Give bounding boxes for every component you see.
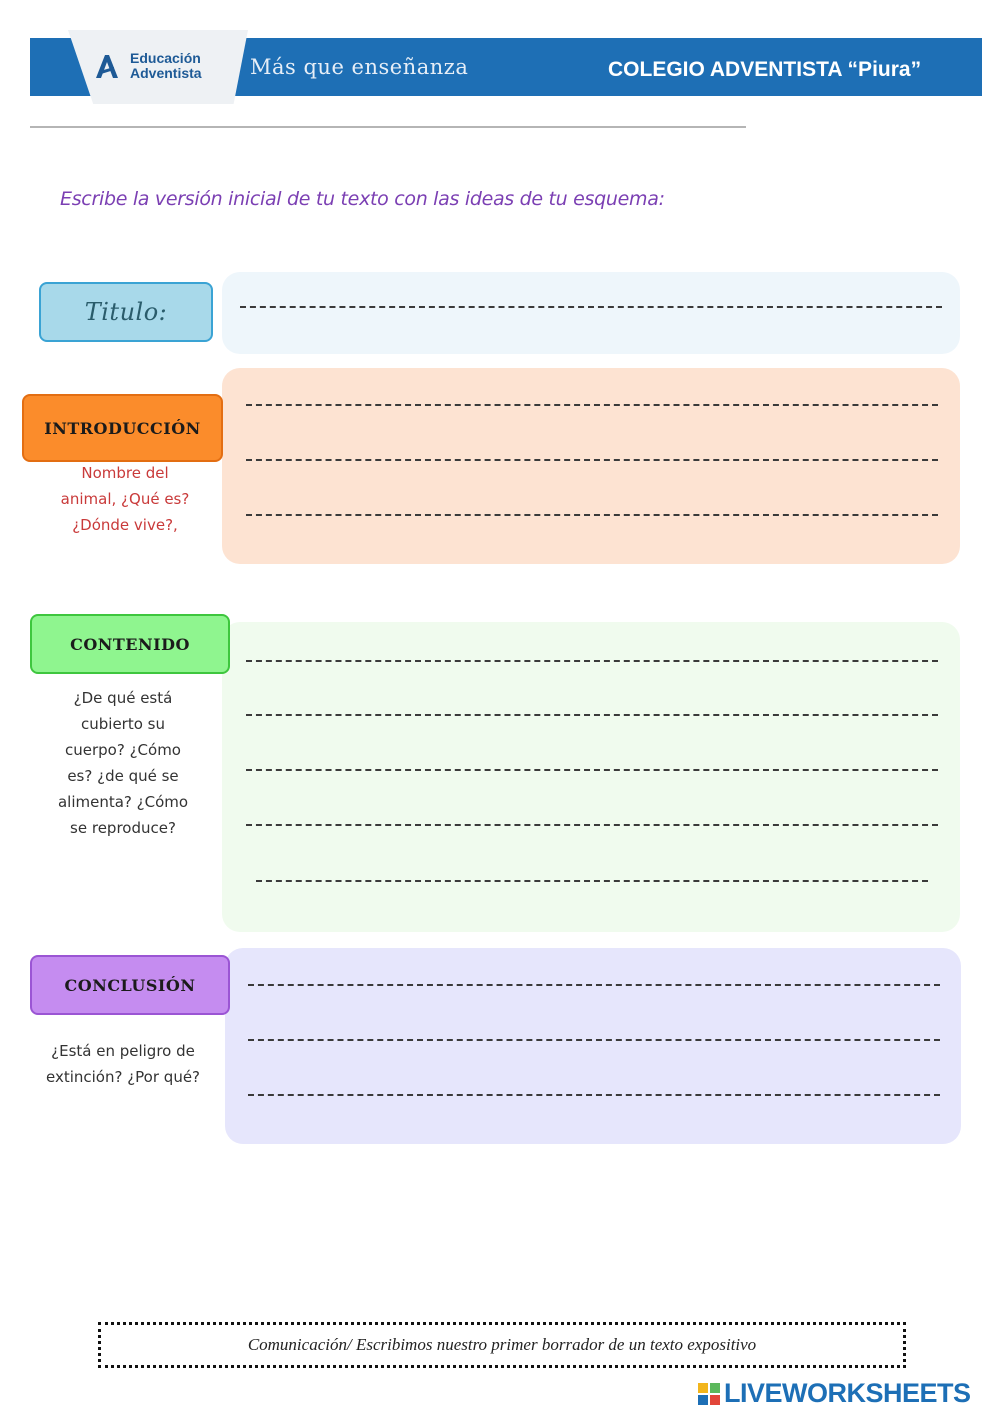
logo-line-2: Adventista xyxy=(130,65,202,81)
title-label: Titulo: xyxy=(39,282,213,342)
intro-hint xyxy=(40,460,210,538)
hint-line: animal, ¿Qué es? xyxy=(60,490,190,508)
hint-line: ¿Está en peligro de xyxy=(51,1042,195,1060)
instruction-text: Escribe la versión inicial de tu texto con las ideas de tu esquema: xyxy=(60,188,665,210)
conclusion-writing-line[interactable] xyxy=(248,984,940,986)
content-hint xyxy=(38,685,208,841)
content-writing-line[interactable] xyxy=(246,660,938,662)
conclusion-hint xyxy=(30,1038,216,1090)
conclusion-panel xyxy=(225,948,961,1144)
hint-line: cuerpo? ¿Cómo xyxy=(65,741,181,759)
content-writing-line[interactable] xyxy=(246,824,938,826)
header-divider xyxy=(30,126,746,128)
conclusion-label: CONCLUSIÓN xyxy=(30,955,230,1015)
liveworksheets-logo xyxy=(698,1378,971,1409)
hint-line: ¿De qué está xyxy=(73,689,173,707)
hint-line: alimenta? ¿Cómo xyxy=(57,793,189,811)
hint-line: cubierto su xyxy=(81,715,165,733)
footer-caption-box xyxy=(98,1322,906,1368)
hint-line: es? ¿de qué se xyxy=(67,767,179,785)
intro-panel xyxy=(222,368,960,564)
liveworksheets-grid-icon xyxy=(698,1383,720,1405)
intro-writing-line[interactable] xyxy=(246,459,938,461)
intro-writing-line[interactable] xyxy=(246,404,938,406)
intro-writing-line[interactable] xyxy=(246,514,938,516)
content-writing-line[interactable] xyxy=(246,714,938,716)
hint-line: Nombre del xyxy=(81,464,169,482)
content-panel xyxy=(222,622,960,932)
logo-line-1: Educación xyxy=(130,50,201,66)
liveworksheets-brand: LIVEWORKSHEETS xyxy=(724,1378,971,1408)
adventist-logo-icon xyxy=(94,52,120,80)
title-panel xyxy=(222,272,960,354)
title-writing-line[interactable] xyxy=(240,306,942,308)
content-label: CONTENIDO xyxy=(30,614,230,674)
content-writing-line[interactable] xyxy=(246,769,938,771)
hint-line: se reproduce? xyxy=(70,819,176,837)
hint-line: extinción? ¿Por qué? xyxy=(45,1068,201,1086)
conclusion-writing-line[interactable] xyxy=(248,1094,940,1096)
conclusion-writing-line[interactable] xyxy=(248,1039,940,1041)
intro-label: INTRODUCCIÓN xyxy=(22,394,223,462)
tagline: Más que enseñanza xyxy=(250,55,469,79)
footer-caption: Comunicación/ Escribimos nuestro primer borrador de un texto expositivo xyxy=(247,1335,757,1354)
logo-text xyxy=(130,51,202,81)
content-writing-line[interactable] xyxy=(256,880,928,882)
hint-line: ¿Dónde vive?, xyxy=(72,516,178,534)
school-name: COLEGIO ADVENTISTA “Piura” xyxy=(608,58,922,81)
